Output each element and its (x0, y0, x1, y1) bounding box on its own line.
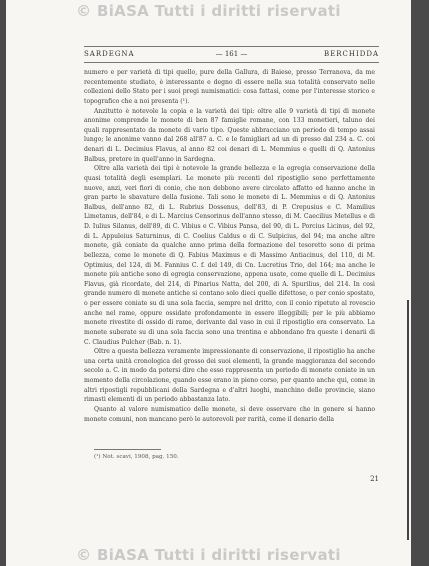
watermark-top: © BiASA Tutti i diritti riservati (76, 2, 341, 20)
paragraph: Oltre a questa bellezza veramente impressionante di conservazione, il ripostiglio ha anche una certa unità cronologica del grosso dei suoi elementi, la grande maggioranza del secondo secolo a. C. in modo da potersi dire che esso rappresenta un periodo di monete coniate in un momento della circolazione, quando esse erano in pieno corso, per quanto anche qui, come in altri ripostigli repubblicani della Sardegna e d'altri luoghi, manchino delle provincie, siano rimasti elementi di un periodo abbastanza lato. (84, 348, 375, 404)
paragraph: Oltre alla varietà dei tipi è notevole la grande bellezza e la egregia conservazione della quasi totalità degli esemplari. Le monete più recenti del ripostiglio sono perfettamente nuove, anzi, veri fiori di conio, che non debbono avere circolato affatto ed hanno anche in gran parte le sbavature della fusione. Tali sono le monete di L. Memmius e di Q. Antonius Balbus, dell'anno 82, di L. Rubrius Dossenus, dell'83, di P. Crepusius e C. Mamilius Limetanus, dell'84, e di L. Marcius Censorinus dell'anno stesso, di M. Caecilius Metellus e di D. Iulius Silanus, dell'89, di C. Vibius e C. Vibius Pansa, del 90, di L. Porcius Licinus, del 92, di L. Appuleius Saturninus, di C. Coelius Caldus e di C. Sulpicius, del 94; ma anche altre monete, già coniate da qualche anno prima della formazione del tesoretto sono di prima bellezza, come le monete di Q. Fabius Maximus e di Massimo Antiacinus, del 110, di M. Optimius, del 124, di M. Fannius C. f. del 149, di Cn. Lucretius Trio, del 164; ma anche le monete più antiche sono di egregia conservazione, appena usate, come quelle di L. Decimius Flavus, già ricordate, del 214, di Pinarius Natta, del 200, di A. Spurilius, del 214. In così grande numero di monete antiche si contano solo dieci quelle difettose, o per conio spostato, o per essere coniate su di una sola faccia, sempre nel dritto, con il conio ripetuto al rovescio anche nel rame, oppure ossidate profondamente in essere illeggibili; per le più abbiamo monete rivestite di ossido di rame, derivante dal vaso in cui il ripostiglio era conservato. La monete suberate su di una sola faccia sono una trentina e abbondano fra queste i denarii di C. Claudius Pulcher (Bab. n. 1). (84, 165, 375, 346)
paragraph: Anzitutto è notevole la copia e la varietà dei tipi: oltre alle 9 varietà di tipi di monete anonime comprende le monete di ben 87 famiglie romane, con 133 monetieri, taluno dei quali rappresentato da monete di vario tipo. Queste abbracciano un periodo di tempo assai lungo; le anonime vanno dal 268 all'87 a. C. e le famigliari ad un di presso dal 234 a. C. coi denari di L. Decimius Flavus, al anno 82 coi denari di L. Memmius e quelli di Q. Antonius Balbus, pretore in quell'anno in Sardegna. (84, 107, 375, 163)
watermark-bottom: © BiASA Tutti i diritti riservati (76, 546, 341, 564)
header-rule-bottom (84, 62, 379, 63)
footnote: (¹) Not. scavi, 1908, pag. 150. (94, 454, 179, 460)
header-rule-top (84, 46, 379, 47)
paragraph: numero e per varietà di tipi quello, pure della Gallura, di Baiese, presso Terranova, da me recentemente studiato, è interessante e degno di essere nella sua totalità conservato nelle collezioni dello Stato per i suoi pregi numismatici: cosa fattasi, come per l'interesse storico e topografico che a noi presenta (¹). (84, 69, 375, 105)
page-number: — 161 — (215, 50, 248, 58)
page-edge-shadow (407, 300, 409, 540)
header-right: BERCHIDDA (323, 50, 379, 58)
paragraph: Quanto al valore numismatico delle monete, si deve osservare che in genere si hanno monete comuni, non mancano però le autorevoli per rarità, come il denario della (84, 405, 375, 423)
footnote-rule (94, 449, 161, 450)
signature-mark: 21 (370, 475, 379, 483)
body-text (84, 68, 375, 424)
header-left: SARDEGNA (84, 50, 135, 58)
page-header (84, 50, 379, 62)
scanned-page (6, 0, 411, 566)
